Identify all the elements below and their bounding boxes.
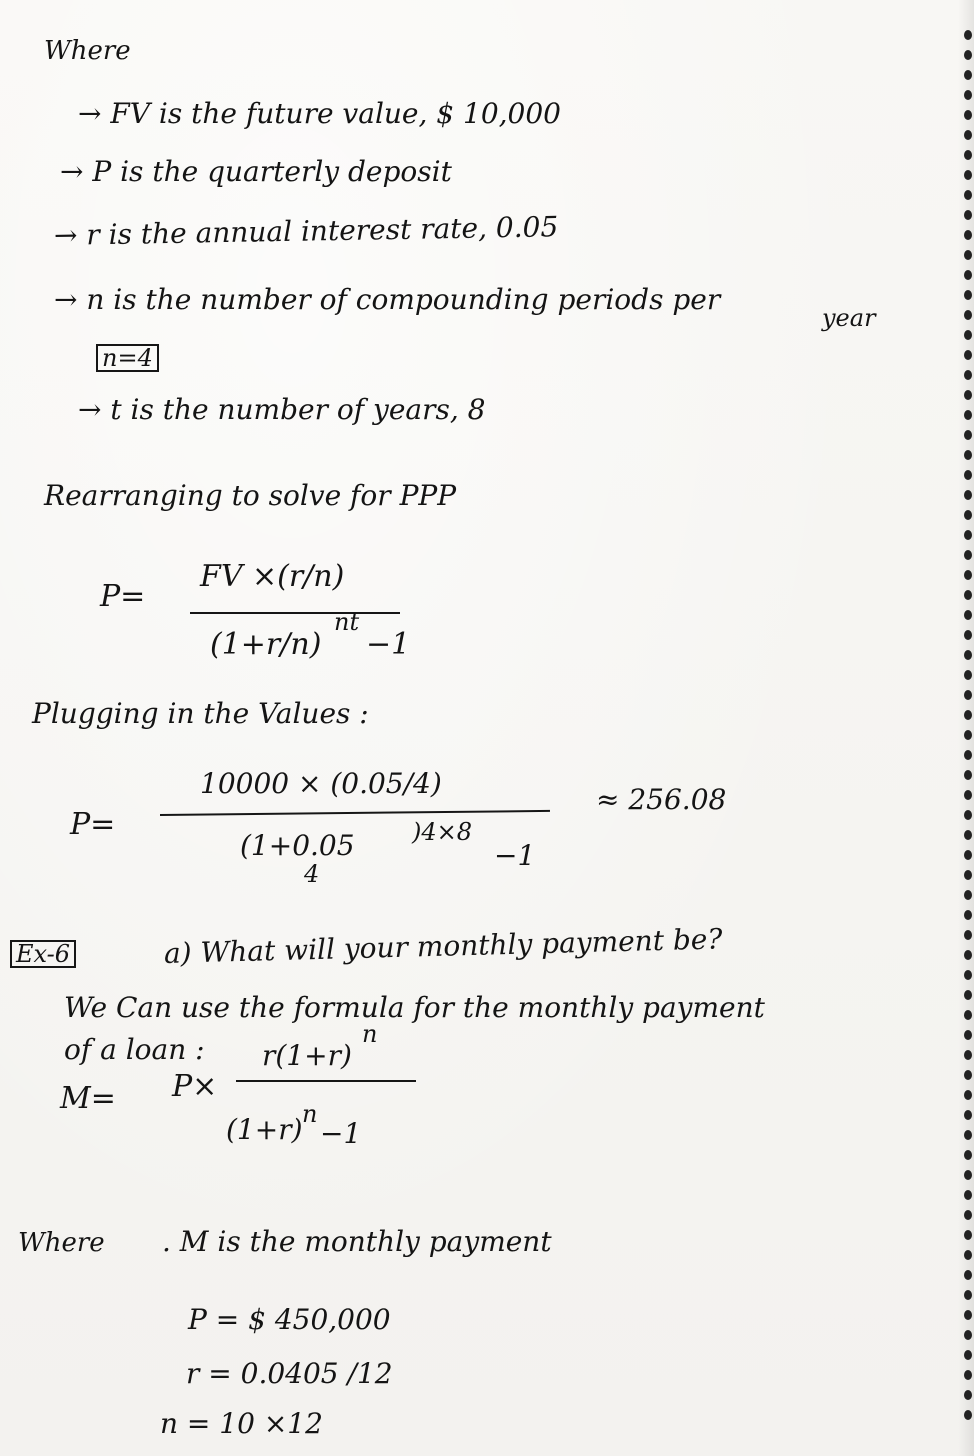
binder-hole — [964, 990, 972, 1000]
t-definition: → t is the number of years, 8 — [78, 393, 486, 426]
where-heading-2: Where — [18, 1228, 105, 1258]
calc-lhs: P= — [70, 807, 116, 842]
binder-hole — [964, 710, 972, 720]
binder-hole — [964, 430, 972, 440]
binder-hole — [964, 90, 972, 100]
rearranging-line: Rearranging to solve for PPP — [44, 479, 457, 512]
calc-fraction-bar — [160, 810, 550, 816]
binder-hole — [964, 690, 972, 700]
binder-hole — [964, 310, 972, 320]
n-value-boxed: n=4 — [96, 344, 159, 372]
binder-hole — [964, 130, 972, 140]
plugging-line: Plugging in the Values : — [32, 697, 369, 730]
p-definition: → P is the quarterly deposit — [60, 155, 452, 188]
binder-hole — [964, 210, 972, 220]
binder-hole — [964, 630, 972, 640]
explanation-line-1: We Can use the formula for the monthly payment — [64, 991, 765, 1024]
binder-hole — [964, 610, 972, 620]
binder-hole — [964, 250, 972, 260]
binder-holes — [962, 30, 972, 1430]
formula-m-denominator: (1+r) — [226, 1113, 303, 1146]
binder-hole — [964, 730, 972, 740]
n-value: n = 10 ×12 — [160, 1407, 323, 1440]
formula-m-minus-one: −1 — [320, 1117, 362, 1150]
formula-m-lhs: M= — [60, 1081, 116, 1116]
binder-hole — [964, 50, 972, 60]
binder-hole — [964, 1030, 972, 1040]
binder-hole — [964, 1390, 972, 1400]
calc-denominator-exponent: )4×8 — [412, 818, 473, 846]
binder-hole — [964, 70, 972, 80]
binder-hole — [964, 570, 972, 580]
binder-hole — [964, 910, 972, 920]
binder-hole — [964, 30, 972, 40]
binder-hole — [964, 470, 972, 480]
calc-minus-one: −1 — [494, 839, 536, 872]
binder-hole — [964, 890, 972, 900]
explanation-line-2: of a loan : — [64, 1033, 205, 1066]
binder-hole — [964, 1190, 972, 1200]
formula-m-denominator-exponent: n — [302, 1100, 318, 1128]
binder-hole — [964, 490, 972, 500]
binder-hole — [964, 950, 972, 960]
binder-hole — [964, 290, 972, 300]
binder-hole — [964, 1310, 972, 1320]
calc-numerator: 10000 × (0.05/4) — [200, 767, 442, 800]
question-line: a) What will your monthly payment be? — [163, 922, 723, 970]
binder-hole — [964, 1350, 972, 1360]
binder-hole — [964, 1370, 972, 1380]
binder-hole — [964, 450, 972, 460]
binder-hole — [964, 390, 972, 400]
binder-hole — [964, 330, 972, 340]
binder-hole — [964, 1110, 972, 1120]
formula-p-fraction-bar — [190, 612, 400, 614]
binder-hole — [964, 110, 972, 120]
where-heading: Where — [44, 36, 131, 66]
formula-m-numerator-exponent: n — [362, 1020, 378, 1048]
formula-p-lhs: P= — [100, 579, 146, 614]
binder-hole — [964, 1170, 972, 1180]
calc-result: ≈ 256.08 — [596, 783, 727, 816]
binder-hole — [964, 510, 972, 520]
formula-m-fraction-bar — [236, 1080, 416, 1082]
binder-hole — [964, 1210, 972, 1220]
binder-hole — [964, 830, 972, 840]
binder-hole — [964, 970, 972, 980]
binder-hole — [964, 1050, 972, 1060]
r-value: r = 0.0405 /12 — [186, 1357, 393, 1390]
binder-hole — [964, 930, 972, 940]
formula-m-p: P× — [172, 1069, 218, 1104]
binder-hole — [964, 230, 972, 240]
formula-p-exponent: nt — [334, 608, 360, 636]
binder-hole — [964, 370, 972, 380]
r-definition: → r is the annual interest rate, 0.05 — [53, 210, 559, 252]
p-value: P = $ 450,000 — [188, 1303, 391, 1336]
binder-hole — [964, 1270, 972, 1280]
calc-denominator-under: 4 — [304, 860, 320, 888]
binder-hole — [964, 270, 972, 280]
binder-hole — [964, 590, 972, 600]
binder-hole — [964, 190, 972, 200]
binder-hole — [964, 790, 972, 800]
binder-hole — [964, 1410, 972, 1420]
binder-hole — [964, 1130, 972, 1140]
binder-hole — [964, 670, 972, 680]
formula-p-numerator: FV ×(r/n) — [200, 559, 345, 594]
binder-hole — [964, 750, 972, 760]
binder-hole — [964, 1290, 972, 1300]
binder-hole — [964, 150, 972, 160]
binder-hole — [964, 650, 972, 660]
binder-hole — [964, 850, 972, 860]
binder-hole — [964, 1330, 972, 1340]
binder-hole — [964, 1010, 972, 1020]
formula-p-denominator: (1+r/n) — [210, 627, 322, 662]
m-definition: . M is the monthly payment — [162, 1225, 552, 1258]
binder-hole — [964, 1150, 972, 1160]
n-definition-cont: year — [822, 304, 876, 332]
binder-hole — [964, 410, 972, 420]
formula-p-minus-one: −1 — [366, 627, 411, 662]
binder-hole — [964, 770, 972, 780]
binder-hole — [964, 1230, 972, 1240]
fv-definition: → FV is the future value, $ 10,000 — [78, 97, 561, 130]
binder-hole — [964, 550, 972, 560]
binder-hole — [964, 1250, 972, 1260]
binder-hole — [964, 810, 972, 820]
n-definition: → n is the number of compounding periods per — [54, 283, 721, 316]
binder-hole — [964, 530, 972, 540]
binder-hole — [964, 170, 972, 180]
calc-denominator: (1+0.05 — [240, 829, 355, 862]
binder-hole — [964, 1070, 972, 1080]
binder-hole — [964, 1090, 972, 1100]
binder-hole — [964, 870, 972, 880]
formula-m-numerator: r(1+r) — [262, 1039, 352, 1072]
binder-hole — [964, 350, 972, 360]
example-label: Ex-6 — [10, 940, 76, 968]
